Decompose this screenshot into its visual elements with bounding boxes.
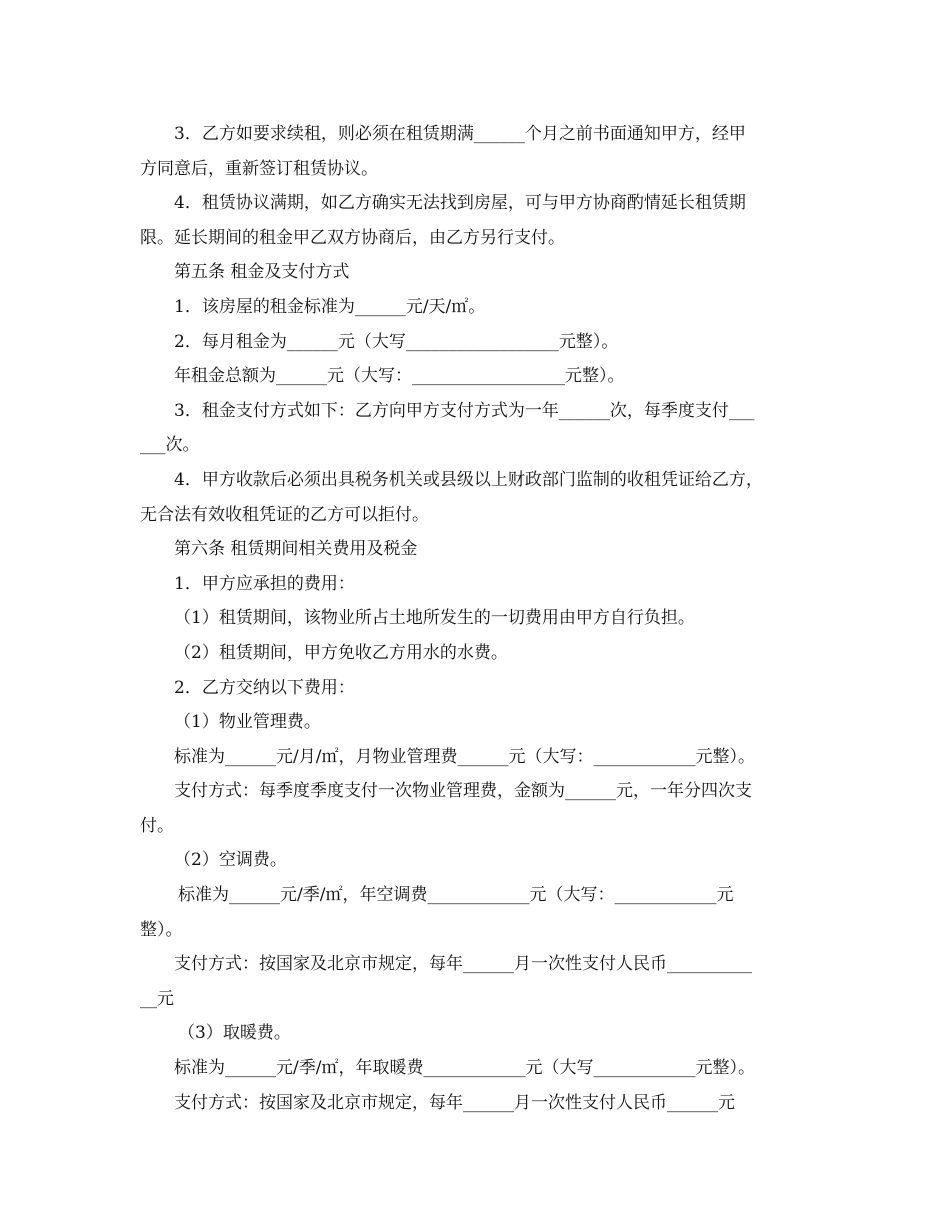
document-line: 第六条 租赁期间相关费用及税金: [174, 539, 418, 560]
document-line: （1）物业管理费。: [174, 712, 321, 733]
document-line: 2．乙方交纳以下费用：: [174, 677, 355, 698]
document-line: ___次。: [140, 435, 200, 456]
document-line: 1．甲方应承担的费用：: [174, 573, 355, 594]
document-line: 第五条 租金及支付方式: [174, 262, 350, 283]
document-line: （3）取暖费。: [178, 1023, 291, 1044]
document-line: 支付方式：每季度季度支付一次物业管理费，金额为______元，一年分四次支: [174, 781, 752, 802]
document-line: （2）租赁期间，甲方免收乙方用水的水费。: [174, 642, 508, 663]
document-line: 3．乙方如要求续租，则必须在租赁期满______个月之前书面通知甲方，经甲: [174, 124, 746, 144]
document-line: 整）。: [140, 919, 183, 940]
document-line: 方同意后，重新签订租赁协议。: [140, 158, 378, 179]
document-line: __元: [140, 988, 174, 1009]
document-line: 标准为______元/季/㎡，年取暖费____________元（大写____________元整）。: [174, 1058, 755, 1079]
document-line: 标准为______元/季/㎡，年空调费____________元（大写：____________元: [178, 885, 734, 906]
document-line: 4．租赁协议满期，如乙方确实无法找到房屋，可与甲方协商酌情延长租赁期: [174, 193, 746, 214]
document-line: 年租金总额为______元（大写：__________________元整）。: [174, 366, 625, 387]
document-line: 1．该房屋的租金标准为______元/天/㎡。: [174, 296, 486, 317]
document-line: 3．租金支付方式如下：乙方向甲方支付方式为一年______次，每季度支付___: [174, 400, 755, 421]
document-line: （2）空调费。: [174, 850, 287, 871]
document-line: 限。延长期间的租金甲乙双方协商后，由乙方另行支付。: [140, 227, 565, 248]
document-line: 2．每月租金为______元（大写__________________元整）。: [174, 331, 619, 352]
document-line: 支付方式：按国家及北京市规定，每年______月一次性支付人民币__________: [174, 954, 752, 975]
document-line: 4．甲方收款后必须出具税务机关或县级以上财政部门监制的收租凭证给乙方，: [174, 469, 763, 490]
document-line: 支付方式：按国家及北京市规定，每年______月一次性支付人民币______元: [174, 1092, 735, 1113]
document-line: 标准为______元/月/㎡，月物业管理费______元（大写：____________元整）。: [174, 746, 755, 767]
document-line: （1）租赁期间，该物业所占土地所发生的一切费用由甲方自行负担。: [174, 608, 695, 629]
document-line: 付。: [140, 815, 174, 836]
document-body: [140, 117, 830, 1120]
document-line: 无合法有效收租凭证的乙方可以拒付。: [140, 504, 429, 525]
